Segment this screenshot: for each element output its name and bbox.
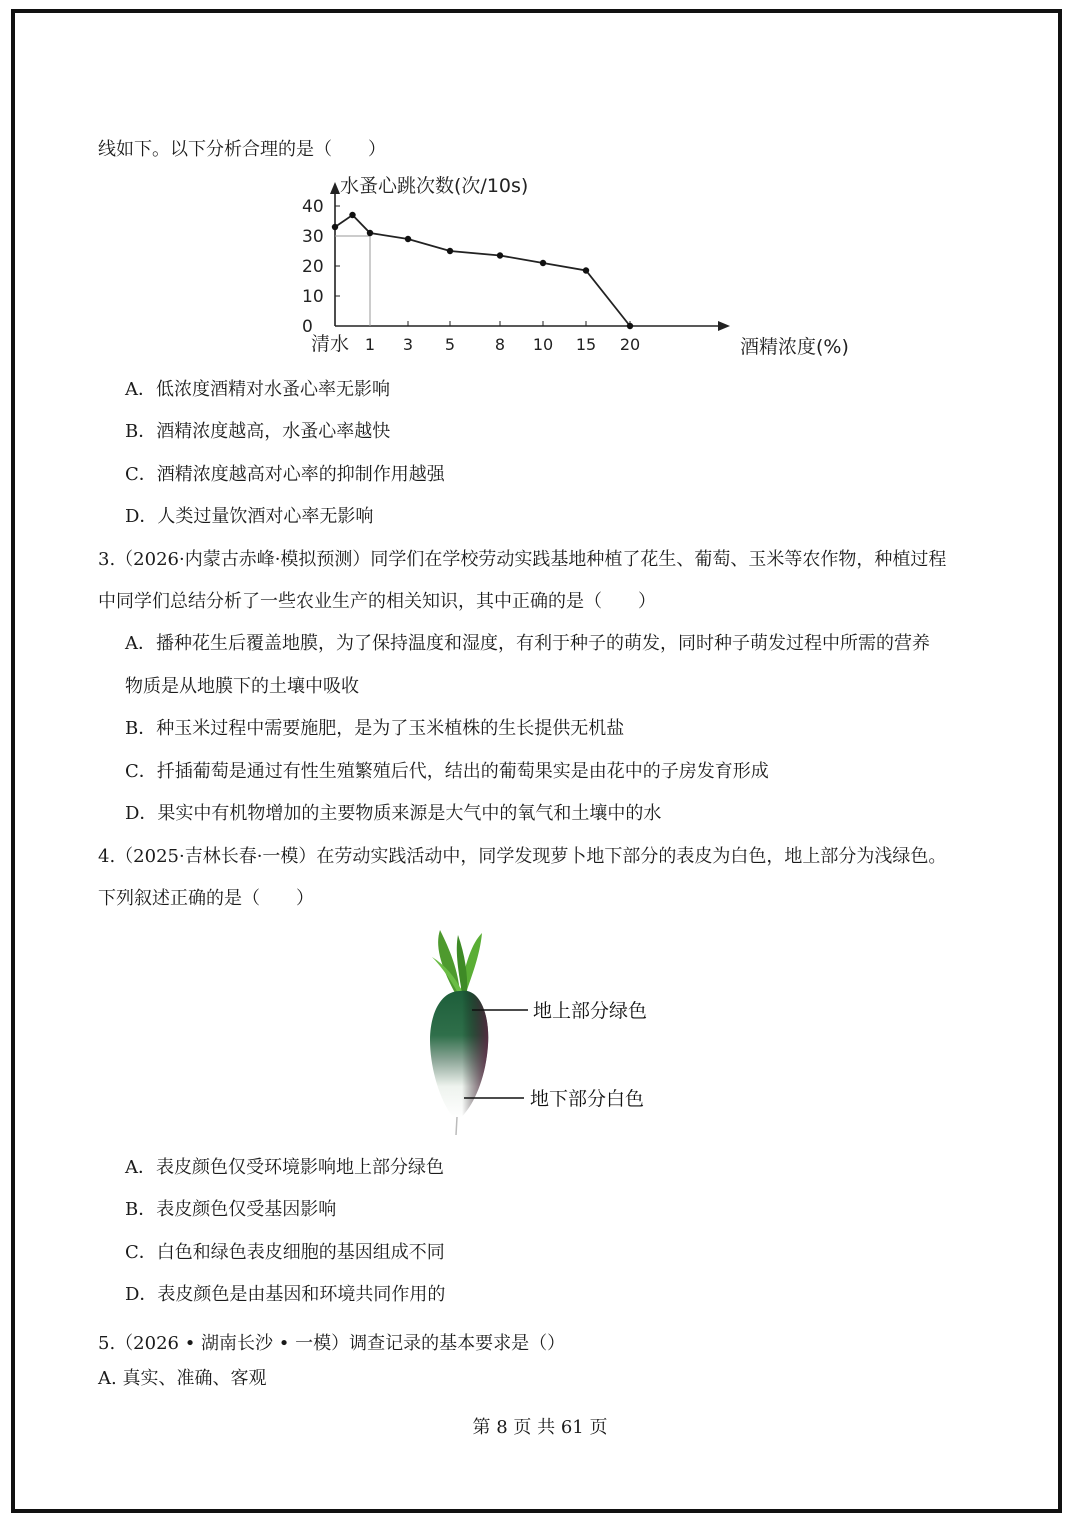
q3-option-d: D．果实中有机物增加的主要物质来源是大气中的氧气和土壤中的水: [125, 803, 662, 824]
x-tick-label: 8: [494, 335, 506, 354]
y-axis-arrow: [330, 182, 340, 194]
q5-option-a: A. 真实、准确、客观: [98, 1368, 267, 1389]
y-tick-label: 0: [302, 317, 313, 337]
x-axis-arrow: [718, 321, 730, 331]
x-tick-label: 清水: [311, 333, 350, 355]
q4-option-a: A．表皮颜色仅受环境影响地上部分绿色: [125, 1157, 444, 1178]
label-bottom: 地下部分白色: [530, 1088, 645, 1110]
q4-stem-line2: 下列叙述正确的是（ ）: [98, 888, 314, 909]
q3-option-a-cont: 物质是从地膜下的土壤中吸收: [125, 676, 359, 697]
y-tick-label: 30: [302, 227, 324, 247]
q2-intro: 线如下。以下分析合理的是（ ）: [98, 139, 386, 160]
x-tick-label: 3: [402, 335, 414, 354]
y-tick-label: 20: [302, 257, 324, 277]
x-tick-label: 10: [532, 335, 554, 354]
data-point: [627, 323, 633, 329]
q3-option-a: A．播种花生后覆盖地膜，为了保持温度和湿度，有利于种子的萌发，同时种子萌发过程中所需的营养: [125, 633, 930, 654]
radish-figure: [410, 925, 670, 1145]
x-tick-label: 1: [364, 335, 376, 354]
chart-xlabel: 酒精浓度(%): [740, 336, 849, 358]
q4-option-d: D．表皮颜色是由基因和环境共同作用的: [125, 1284, 446, 1305]
data-point: [497, 252, 503, 258]
data-point: [405, 236, 411, 242]
data-point: [540, 260, 546, 266]
q3-option-b: B．种玉米过程中需要施肥，是为了玉米植株的生长提供无机盐: [125, 718, 625, 739]
data-point: [447, 248, 453, 254]
y-tick-label: 40: [302, 197, 324, 217]
data-point: [583, 267, 589, 273]
data-point: [349, 212, 355, 218]
data-point: [367, 230, 373, 236]
q3-option-c: C．扦插葡萄是通过有性生殖繁殖后代，结出的葡萄果实是由花中的子房发育形成: [125, 761, 769, 782]
data-point: [332, 224, 338, 230]
x-tick-label: 15: [575, 335, 597, 354]
q3-stem-line2: 中同学们总结分析了一些农业生产的相关知识，其中正确的是（ ）: [98, 591, 656, 612]
chart-ylabel: 水蚤心跳次数(次/10s): [340, 175, 529, 197]
q3-stem-line1: 3.（2026·内蒙古赤峰·模拟预测）同学们在学校劳动实践基地种植了花生、葡萄、玉米等农作物，种植过程: [98, 549, 947, 570]
x-tick-label: 20: [619, 335, 641, 354]
q2-option-b: B．酒精浓度越高，水蚤心率越快: [125, 421, 391, 442]
q2-option-c: C．酒精浓度越高对心率的抑制作用越强: [125, 464, 445, 485]
radish-root-tip: [456, 1117, 457, 1135]
x-tick-label: 5: [444, 335, 456, 354]
heart-rate-chart: [290, 168, 849, 368]
q5-stem: 5.（2026 • 湖南长沙 • 一模）调查记录的基本要求是（）: [98, 1333, 566, 1354]
q4-option-c: C．白色和绿色表皮细胞的基因组成不同: [125, 1242, 445, 1263]
q2-option-a: A．低浓度酒精对水蚤心率无影响: [125, 379, 390, 400]
label-top: 地上部分绿色: [533, 1000, 648, 1022]
q4-stem-line1: 4.（2025·吉林长春·一模）在劳动实践活动中，同学发现萝卜地下部分的表皮为白色，地上部分为浅绿色。: [98, 846, 947, 867]
radish-leaves-icon: [432, 930, 482, 993]
q2-option-d: D．人类过量饮酒对心率无影响: [125, 506, 374, 527]
page-footer: 第 8 页 共 61 页: [472, 1417, 608, 1438]
q4-option-b: B．表皮颜色仅受基因影响: [125, 1199, 337, 1220]
y-tick-label: 10: [302, 287, 324, 307]
